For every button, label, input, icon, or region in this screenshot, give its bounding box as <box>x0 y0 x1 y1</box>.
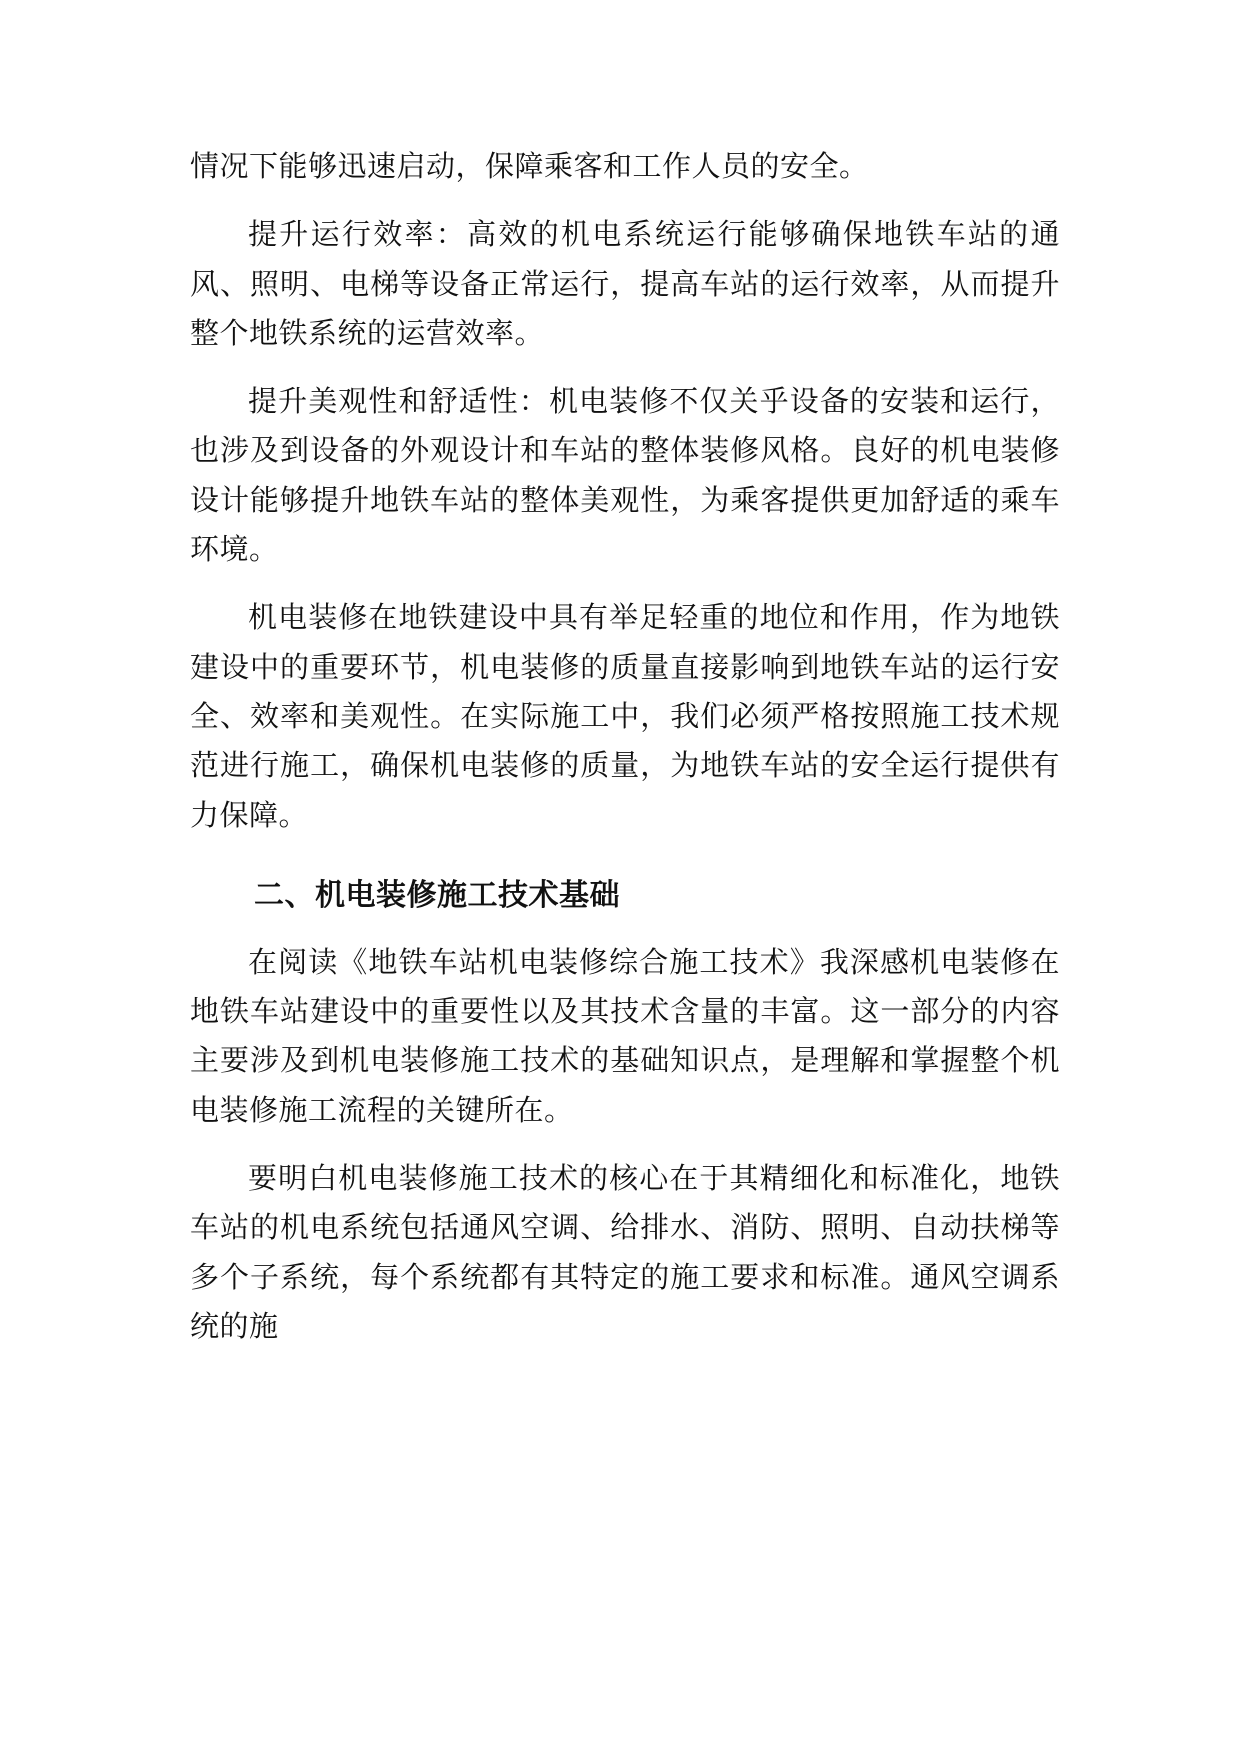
paragraph-continuation: 情况下能够迅速启动，保障乘客和工作人员的安全。 <box>190 149 869 183</box>
document-body <box>190 142 1060 1370</box>
paragraph-reading-reflection: 在阅读《地铁车站机电装修综合施工技术》我深感机电装修在地铁车站建设中的重要性以及其技术含量的丰富。这一部分的内容主要涉及到机电装修施工技术的基础知识点，是理解和掌握整个机电装修施工流程的关键所在。 <box>190 944 1060 1127</box>
paragraph-core-technique: 要明白机电装修施工技术的核心在于其精细化和标准化，地铁车站的机电系统包括通风空调、给排水、消防、照明、自动扶梯等多个子系统，每个系统都有其特定的施工要求和标准。通风空调系统的施 <box>190 1161 1060 1343</box>
section-heading: 二、机电装修施工技术基础 <box>254 877 620 913</box>
paragraph-aesthetics: 提升美观性和舒适性：机电装修不仅关乎设备的安装和运行，也涉及到设备的外观设计和车站的整体装修风格。良好的机电装修设计能够提升地铁车站的整体美观性，为乘客提供更加舒适的乘车环境。 <box>190 384 1060 567</box>
paragraph-efficiency: 提升运行效率：高效的机电系统运行能够确保地铁车站的通风、照明、电梯等设备正常运行，提高车站的运行效率，从而提升整个地铁系统的运营效率。 <box>190 217 1060 350</box>
paragraph-importance-summary: 机电装修在地铁建设中具有举足轻重的地位和作用，作为地铁建设中的重要环节，机电装修的质量直接影响到地铁车站的运行安全、效率和美观性。在实际施工中，我们必须严格按照施工技术规范进行施工，确保机电装修的质量，为地铁车站的安全运行提供有力保障。 <box>190 600 1060 832</box>
